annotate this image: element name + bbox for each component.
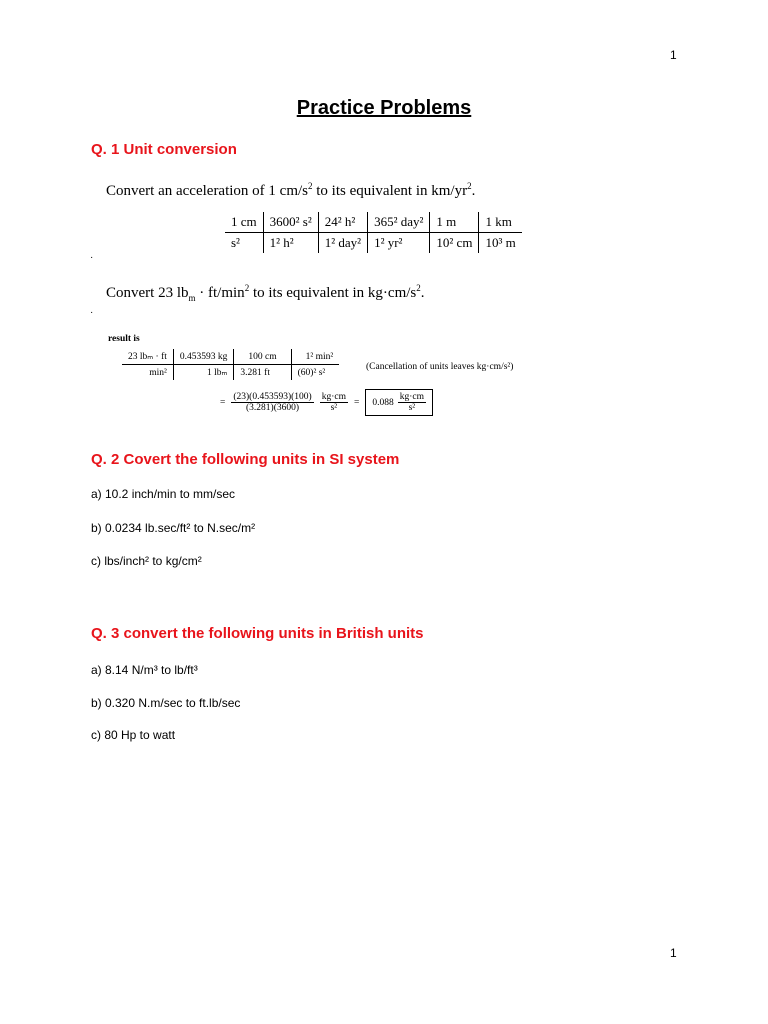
table-cell: 365² day² xyxy=(368,212,430,233)
table-cell: (60)² s² xyxy=(297,367,326,378)
table-cell: 1 lbₘ xyxy=(173,365,234,381)
table-cell: 3.281 ft xyxy=(234,365,291,381)
q1-ex2-text-a: Convert 23 lb xyxy=(106,285,189,301)
table-cell: 1² h² xyxy=(263,233,318,254)
q1-heading: Q. 1 Unit conversion xyxy=(91,141,237,158)
q1-ex2-sup-b: 2 xyxy=(416,283,421,293)
q1-ex1-prompt xyxy=(106,183,475,200)
equals-sign: = xyxy=(220,397,226,408)
page-number-top: 1 xyxy=(670,48,677,62)
answer-value: 0.088 xyxy=(372,397,394,408)
table-cell: 10² cm xyxy=(430,233,479,254)
table-cell: 10³ m xyxy=(485,235,516,250)
q1-ex2-text-b: · ft/min xyxy=(195,285,245,301)
bullet-dot: · xyxy=(90,307,94,318)
table-cell: 24² h² xyxy=(318,212,367,233)
q2-heading: Q. 2 Covert the following units in SI system xyxy=(91,451,400,468)
q1-ex2-prompt xyxy=(106,285,425,302)
table-cell: min² xyxy=(122,365,173,381)
q3-heading: Q. 3 convert the following units in British units xyxy=(91,625,424,642)
page-title: Practice Problems xyxy=(296,97,472,119)
cancellation-note: (Cancellation of units leaves kg·cm/s²) xyxy=(366,362,514,372)
q1-ex1-text-c: . xyxy=(471,183,476,199)
q1-ex2-sup-a: 2 xyxy=(244,283,250,293)
q1-ex1-text-a: Convert an acceleration of 1 cm/s xyxy=(106,183,309,199)
q1-ex1-sup-a: 2 xyxy=(308,181,313,191)
q3-item: c) 80 Hp to watt xyxy=(91,728,176,742)
q2-item: b) 0.0234 lb.sec/ft² to N.sec/m² xyxy=(91,521,256,535)
q1-ex2-text-d: . xyxy=(420,285,425,301)
equation-numerator: (23)(0.453593)(100) xyxy=(233,392,312,402)
q2-item: a) 10.2 inch/min to mm/sec xyxy=(91,487,236,501)
q1-ex2-conversion-table xyxy=(122,349,339,380)
result-label: result is xyxy=(108,334,140,344)
q1-ex1-sup-b: 2 xyxy=(467,181,472,191)
q2-item: c) lbs/inch² to kg/cm² xyxy=(91,554,202,568)
answer-unit-denominator: s² xyxy=(408,403,416,413)
table-cell: 1 m xyxy=(430,212,479,233)
table-cell: 1² day² xyxy=(318,233,367,254)
unit-denominator: s² xyxy=(330,403,338,413)
q1-ex2-text-c: to its equivalent in kg·cm/s xyxy=(249,285,417,301)
table-cell: 1² min² xyxy=(291,349,339,365)
q1-ex1-conversion-table xyxy=(225,212,522,253)
answer-unit xyxy=(398,392,426,413)
unit-fraction xyxy=(320,392,348,413)
page-number-bottom: 1 xyxy=(670,946,677,960)
table-cell: 23 lbₘ · ft xyxy=(122,349,173,365)
q1-ex2-sub: m xyxy=(188,293,196,303)
table-cell: 1 cm xyxy=(225,212,263,233)
table-cell: 0.453593 kg xyxy=(173,349,234,365)
result-equation xyxy=(220,389,433,416)
table-cell: 3600² s² xyxy=(263,212,318,233)
q3-item: a) 8.14 N/m³ to lb/ft³ xyxy=(91,663,198,677)
q3-item: b) 0.320 N.m/sec to ft.lb/sec xyxy=(91,696,241,710)
bullet-dot: · xyxy=(90,252,94,263)
equation-denominator: (3.281)(3600) xyxy=(246,403,300,413)
equals-sign: = xyxy=(354,397,360,408)
unit-numerator: kg·cm xyxy=(321,392,346,402)
table-cell: s² xyxy=(225,233,263,254)
q1-ex1-text-b: to its equivalent in km/yr xyxy=(312,183,468,199)
table-cell: 1 km xyxy=(479,212,522,233)
equation-fraction xyxy=(231,392,313,413)
answer-unit-numerator: kg·cm xyxy=(399,392,425,402)
table-cell: 100 cm xyxy=(234,349,291,365)
answer-box xyxy=(365,389,433,416)
table-cell: 1² yr² xyxy=(368,233,430,254)
